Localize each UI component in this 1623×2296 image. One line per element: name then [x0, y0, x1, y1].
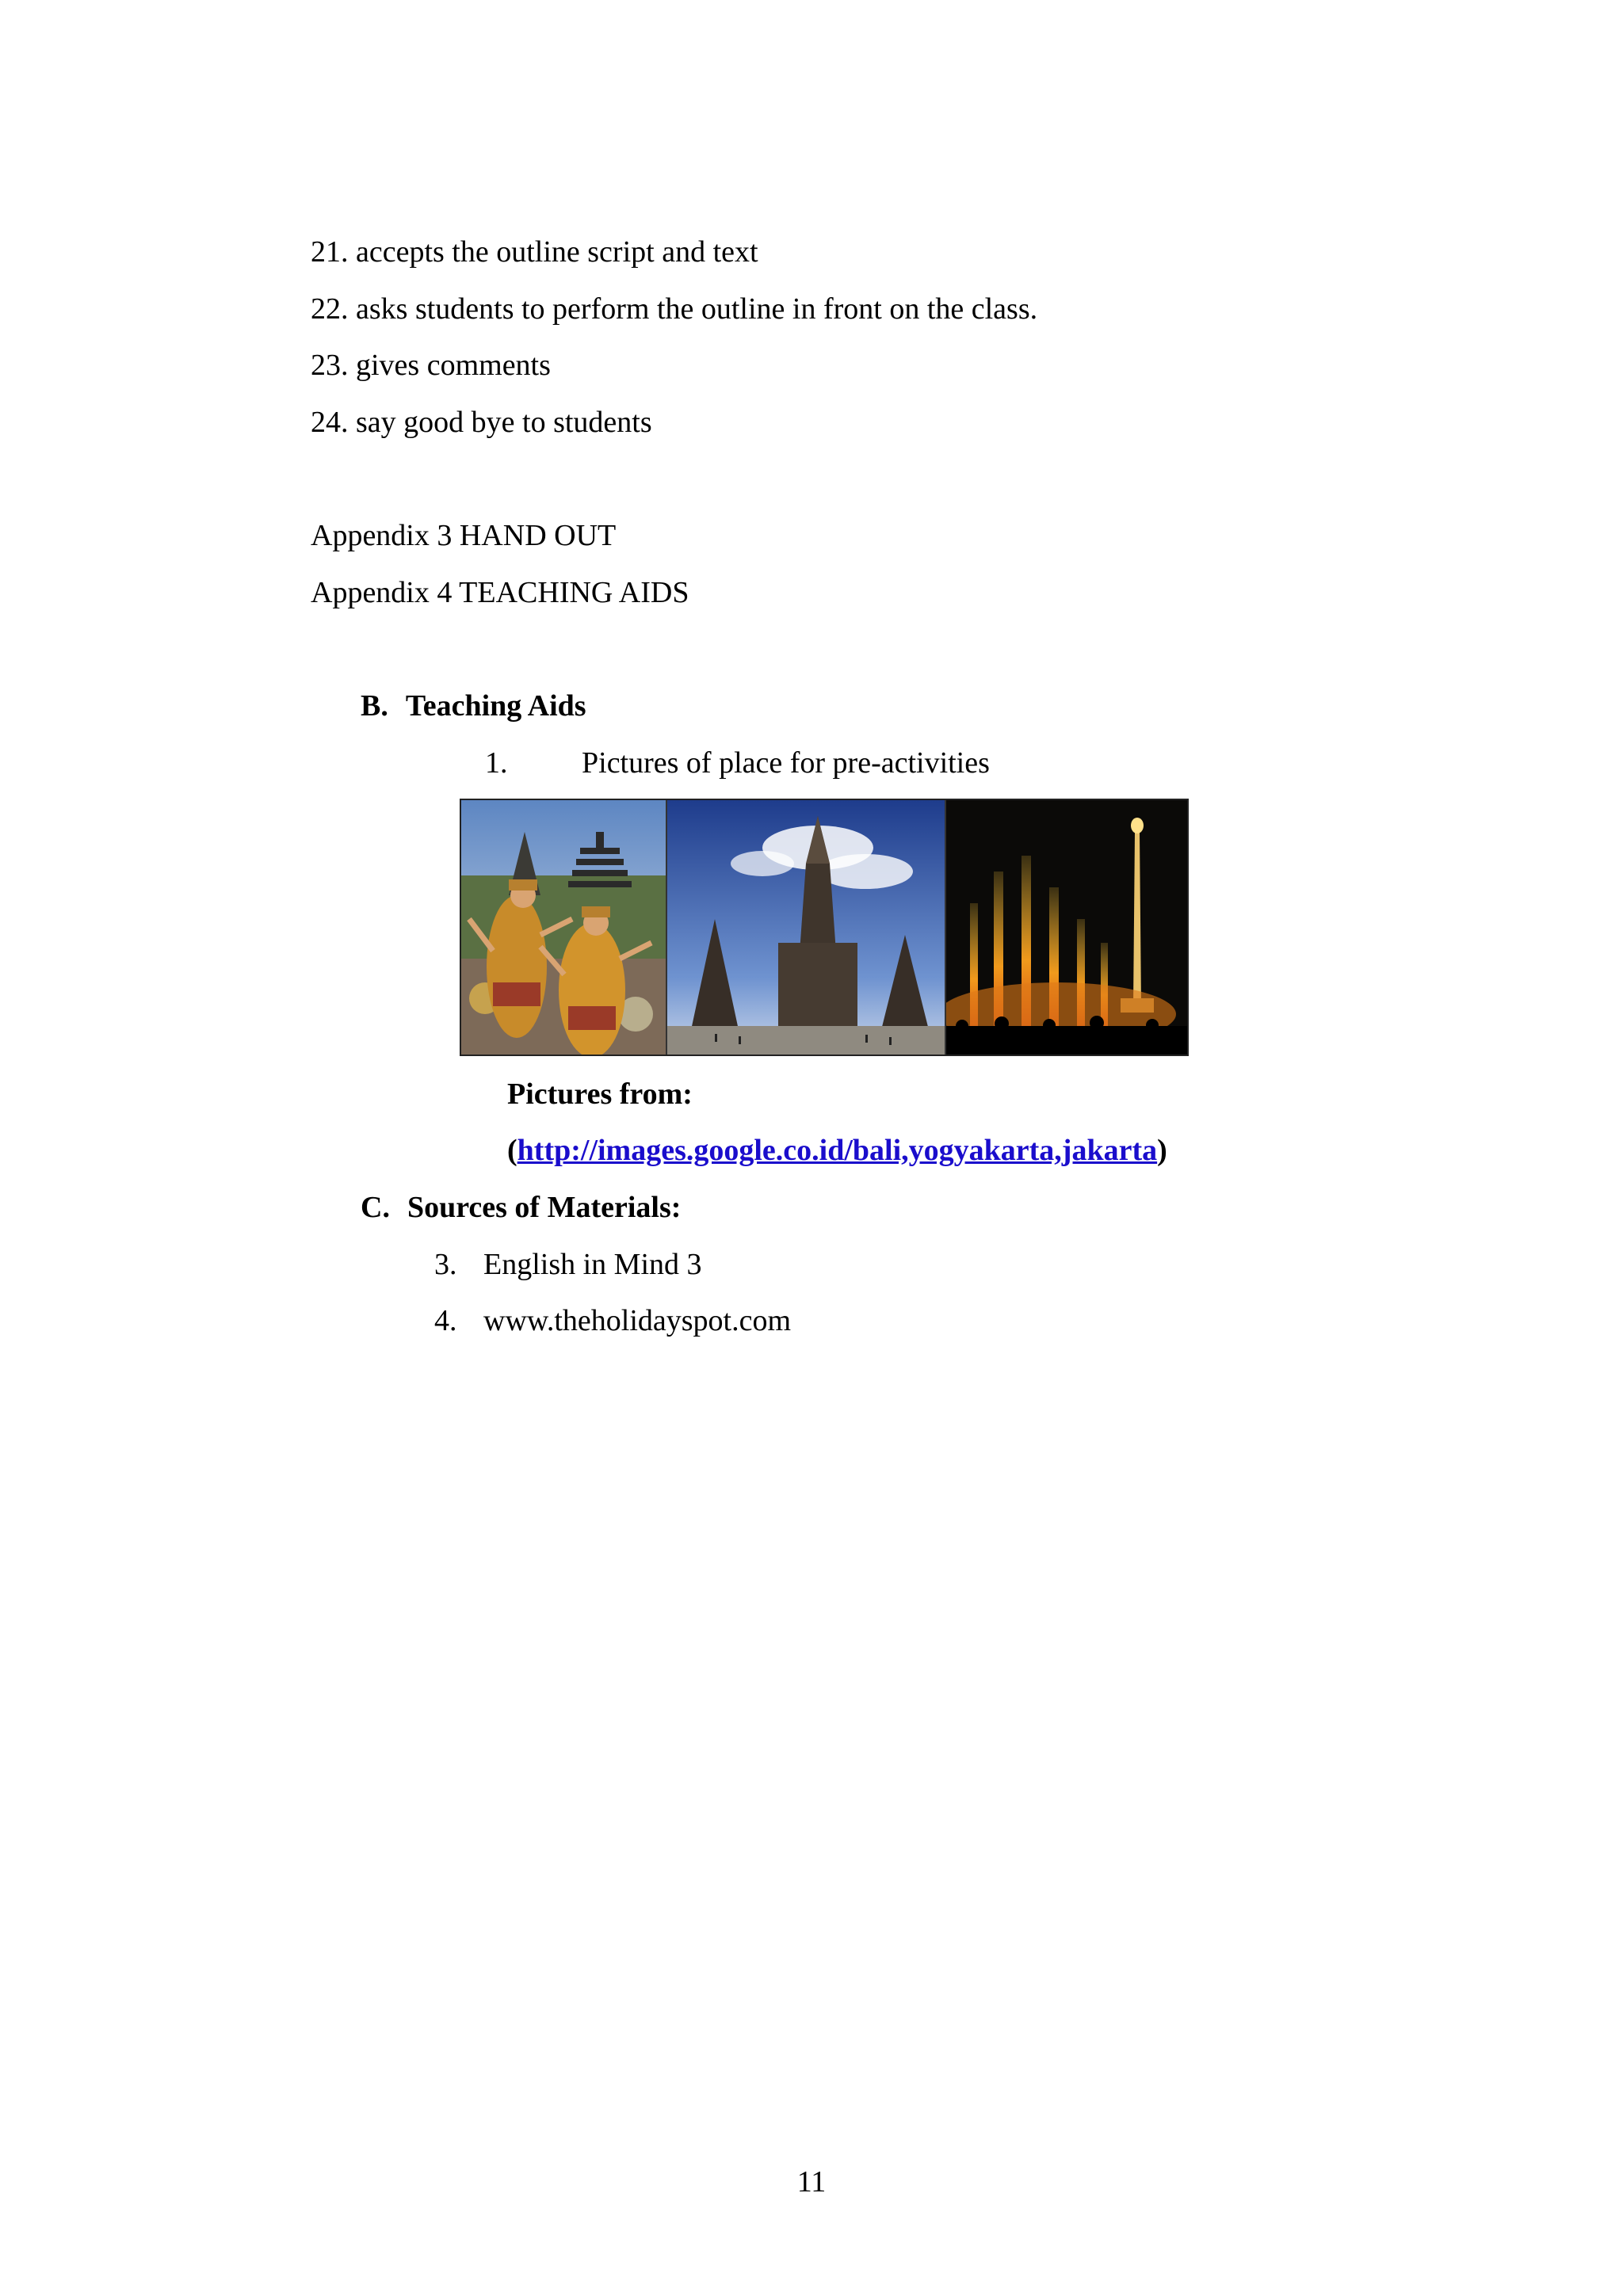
prambanan-temple-picture — [667, 800, 946, 1055]
appendix-4: Appendix 4 TEACHING AIDS — [311, 576, 689, 609]
section-b-item-1 — [485, 744, 990, 782]
step-number: 24. — [311, 406, 349, 439]
bali-dancers-picture — [461, 800, 667, 1055]
section-b-heading — [361, 687, 586, 725]
step-text: gives comments — [356, 349, 551, 382]
step-24 — [311, 403, 652, 441]
step-number: 23. — [311, 349, 349, 382]
step-23 — [311, 346, 551, 384]
section-c-title: Sources of Materials: — [407, 1191, 682, 1224]
step-text: accepts the outline script and text — [356, 235, 758, 269]
item-text: Pictures of place for pre-activities — [582, 746, 990, 780]
source-link[interactable]: http://images.google.co.id/bali,yogyakarta,jakarta — [517, 1134, 1158, 1167]
step-text: say good bye to students — [356, 406, 652, 439]
step-number: 21. — [311, 235, 349, 269]
section-c-heading — [361, 1188, 681, 1226]
source-close-paren: ) — [1157, 1134, 1167, 1167]
place-pictures — [460, 799, 1189, 1056]
pictures-from-label: Pictures from: — [507, 1077, 693, 1111]
item-number: 1. — [485, 746, 508, 780]
section-b-letter: B. — [361, 689, 388, 723]
item-text: www.theholidayspot.com — [483, 1304, 792, 1337]
step-text: asks students to perform the outline in front on the class. — [356, 292, 1038, 326]
section-c-letter: C. — [361, 1191, 390, 1224]
step-number: 22. — [311, 292, 349, 326]
item-number: 4. — [434, 1304, 457, 1337]
source-item-3 — [434, 1245, 702, 1283]
item-text: English in Mind 3 — [483, 1248, 702, 1281]
section-b-title: Teaching Aids — [405, 689, 586, 723]
source-open-paren: ( — [507, 1134, 517, 1167]
page-number: 11 — [796, 2165, 827, 2199]
appendix-3: Appendix 3 HAND OUT — [311, 519, 617, 552]
item-number: 3. — [434, 1248, 457, 1281]
source-item-4 — [434, 1302, 791, 1340]
step-22 — [311, 290, 1037, 328]
monas-fountain-picture — [946, 800, 1187, 1055]
pictures-source — [507, 1131, 1167, 1169]
step-21 — [311, 233, 758, 271]
